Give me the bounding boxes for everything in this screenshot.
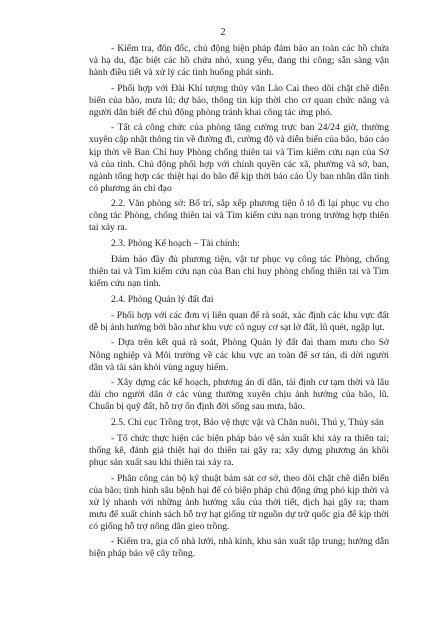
paragraph: - Phân công cán bộ kỹ thuật bám sát cơ sở, theo dõi chặt chẽ diễn biến của bão; tình hình sâu bệnh hại để có biện pháp chủ động ứng phó kịp thời và xử lý nhanh với những ảnh hưởng xấu của thời tiết, dịch hại gây ra; tham mưu để xuất chính sách hỗ trợ hạt giống từ nguồn dự trữ quốc gia để kịp thời có giống hỗ trợ nông dân gieo trồng.: [89, 472, 389, 532]
paragraph: - Tổ chức thực hiện các biện pháp bảo vệ sản xuất khi xảy ra thiên tai; thống kê, đánh giá thiệt hại do thiên tai gây ra; xây dựng phương án khôi phục sản xuất sau khi thiên tai xảy ra.: [89, 432, 389, 469]
document-body: [89, 43, 389, 564]
section-heading: 2.2. Văn phòng sở: Bố trí, sắp xếp phương tiện ô tô đi lại phục vụ cho công tác Phòng, chống thiên tai và Tìm kiếm cứu nạn trong trường hợp thiên tai xảy ra.: [89, 198, 389, 234]
section-heading: 2.4. Phòng Quản lý đất đai: [111, 293, 214, 305]
paragraph: - Kiểm tra, gia cố nhà lưới, nhà kính, khu sản xuất tập trung; hướng dẫn biện pháp bảo vệ cây trồng.: [89, 536, 389, 560]
paragraph: - Phối hợp với Đài Khí tượng thủy văn Lào Cai theo dõi chặt chẽ diễn biến của bão, mưa lũ; dự báo, thông tin kịp thời cho cơ quan chức năng và người dân biết để chủ động phòng tránh khai công tác ứng phó.: [89, 82, 389, 118]
paragraph: Đảm bảo đầy đủ phương tiện, vật tư phục vụ công tác Phòng, chống thiên tai và Tìm kiếm cứu nạn của Ban chỉ huy phòng chống thiên tai và Tìm kiếm cứu nạn tỉnh.: [89, 254, 389, 290]
paragraph: - Kiểm tra, đôn đốc, chủ động biện pháp đảm bảo an toàn các hồ chứa và hạ du, đặc biệt các hồ chứa nhỏ, xung yếu, đang thi công; sẵn sàng vận hành điều tiết và xử lý các tình huống phát sinh.: [89, 43, 389, 79]
paragraph: - Xây dựng các kế hoạch, phương án di dân, tái định cư tạm thời và lâu dài cho người dân ở các vùng thường xuyên chịu ảnh hưởng của bão, lũ. Chuẩn bị quỹ đất, hỗ trợ ổn định đời sống sau mưa, bão.: [89, 377, 389, 413]
paragraph: - Tất cả công chức của phòng tăng cường trực ban 24/24 giờ, thường xuyên cập nhật thông tin về đường đi, cường độ và diễn biến của bão, báo cáo kịp thời về Ban Chỉ huy Phòng chống thiên tai và Tìm kiếm cứu nạn của Sở và của tỉnh. Chủ động phối hợp với chính quyền các xã, phường và sở, ban, ngành tổng hợp các thiệt hại do bão để kịp thời báo cáo Ủy ban nhân dân tỉnh có phương án chỉ đạo: [89, 122, 389, 194]
paragraph: - Phối hợp với các đơn vị liên quan để rà soát, xác định các khu vực đất dễ bị ảnh hưởng bởi bão như khu vực có nguy cơ sạt lở đất, lũ quét, ngập lụt.: [89, 309, 389, 333]
section-heading: 2.3. Phòng Kế hoạch – Tài chính:: [111, 237, 240, 249]
page-number: 2: [220, 27, 226, 38]
paragraph: - Dựa trên kết quả rà soát, Phòng Quản lý đất đai tham mưu cho Sở Nông nghiệp và Môi trường về các khu vực an toàn để sơ tán, di dời người dân và tài sản khỏi vùng nguy hiểm.: [89, 337, 389, 373]
section-heading: 2.5. Chi cục Trồng trọt, Bảo vệ thực vật và Chăn nuôi, Thú y, Thủy sản: [111, 416, 384, 428]
